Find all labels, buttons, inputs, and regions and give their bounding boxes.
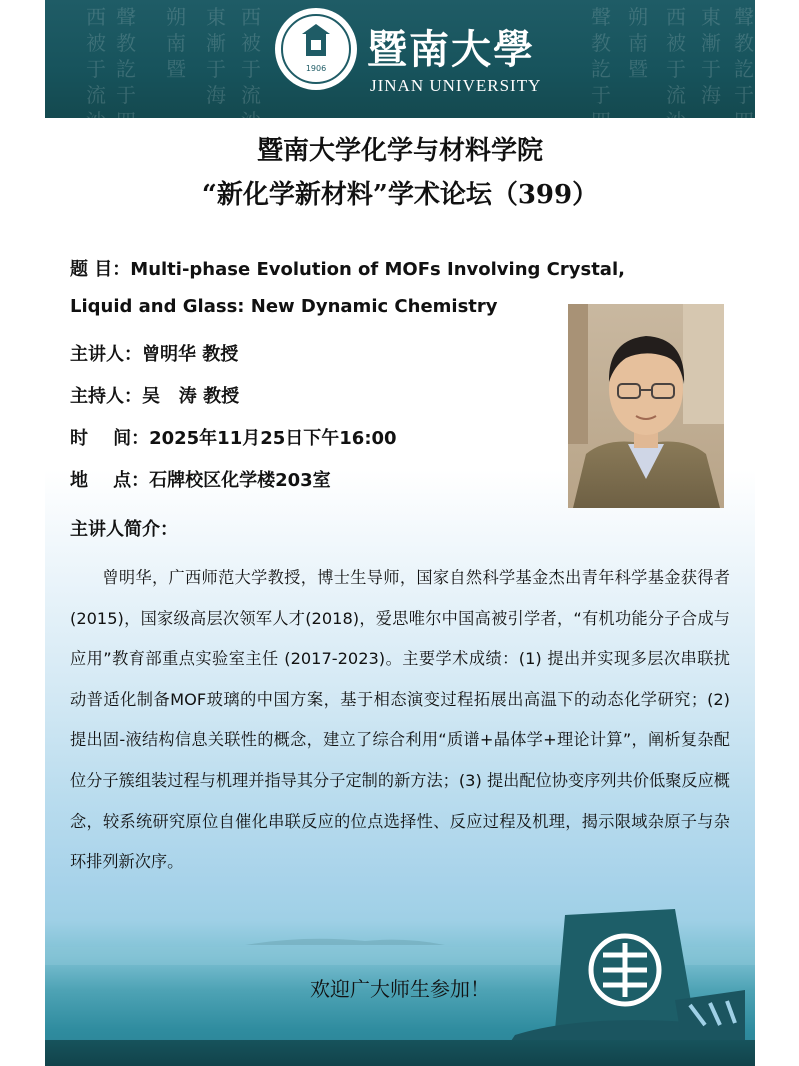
- header-bg-text: 東漸于海: [701, 5, 721, 107]
- header-bg-text: 聲教訖于四: [116, 5, 136, 133]
- speaker-bio: 曾明华，广西师范大学教授，博士生导师，国家自然科学基金杰出青年科学基金获得者(2015)，国家级高层次领军人才(2018)，爱思唯尔中国高被引学者，“有机功能分子合成与应用”教育部重点实验室主任 (2017-2023)。主要学术成绩：(1) 提出并实现多层次串联扰动普适化制备MOF玻璃的中国方案，基于相态演变过程拓展出高温下的动态化学研究；(2) 提出固-液结构信息关联性的概念，建立了综合利用“质谱+晶体学+理论计算”，阐析复杂配位分子簇组装过程与机理并指导其分子定制的新方法；(3) 提出配位协变序列共价低聚反应概念，较系统研究原位自催化串联反应的位点选择性、反应过程及机理，揭示限域杂原子与杂环排列新次序。: [70, 568, 730, 872]
- place-row: [70, 466, 331, 492]
- topic-row-continued: [70, 296, 498, 317]
- welcome-message: 欢迎广大师生参加！: [310, 977, 490, 1001]
- poster: [45, 0, 755, 1066]
- intro-heading: 主讲人简介：: [70, 519, 178, 540]
- topic-value-continued: Liquid and Glass: New Dynamic Chemistry: [70, 296, 498, 317]
- topic-label: 题 目：: [70, 259, 131, 280]
- header-bg-text: 西被于流沙: [241, 5, 261, 133]
- header-banner: [45, 0, 755, 133]
- header-bg-text: 聲教訖于四: [734, 5, 754, 133]
- header-bg-text: 朔南暨: [628, 5, 648, 81]
- university-name-en: JINAN UNIVERSITY: [370, 76, 542, 95]
- emblem-year: 1906: [305, 64, 327, 73]
- speaker-row: [70, 340, 238, 366]
- header-bg-text: 西被于流沙: [666, 5, 686, 133]
- university-name-cn: 暨南大學: [367, 26, 535, 73]
- header-bg-text: 聲教訖于四: [591, 5, 611, 133]
- university-emblem-icon: [275, 8, 357, 90]
- time-row: [70, 424, 397, 450]
- header-bg-text: 朔南暨: [166, 5, 186, 81]
- host-value: 吴 涛 教授: [142, 386, 240, 407]
- speaker-label: 主讲人：: [70, 344, 142, 365]
- speaker-value: 曾明华 教授: [142, 344, 239, 365]
- header-bg-text: 西被于流沙: [86, 5, 106, 133]
- host-row: [70, 382, 239, 408]
- footer-bar: [45, 1040, 755, 1066]
- forum-title: “新化学新材料”学术论坛（399）: [201, 180, 599, 210]
- place-label: 地 点：: [70, 470, 150, 491]
- header-bg-text: 東漸于海: [206, 5, 226, 107]
- sail-ship-logo-icon: [505, 905, 755, 1050]
- host-label: 主持人：: [70, 386, 142, 407]
- page-title: 暨南大学化学与材料学院: [256, 136, 543, 166]
- topic-row: [70, 255, 625, 281]
- topic-value: Multi-phase Evolution of MOFs Involving Crystal,: [130, 259, 625, 280]
- speaker-photo: [568, 304, 724, 508]
- time-value: 2025年11月25日下午16:00: [149, 428, 397, 449]
- place-value: 石牌校区化学楼203室: [149, 470, 331, 491]
- time-label: 时 间：: [70, 428, 150, 449]
